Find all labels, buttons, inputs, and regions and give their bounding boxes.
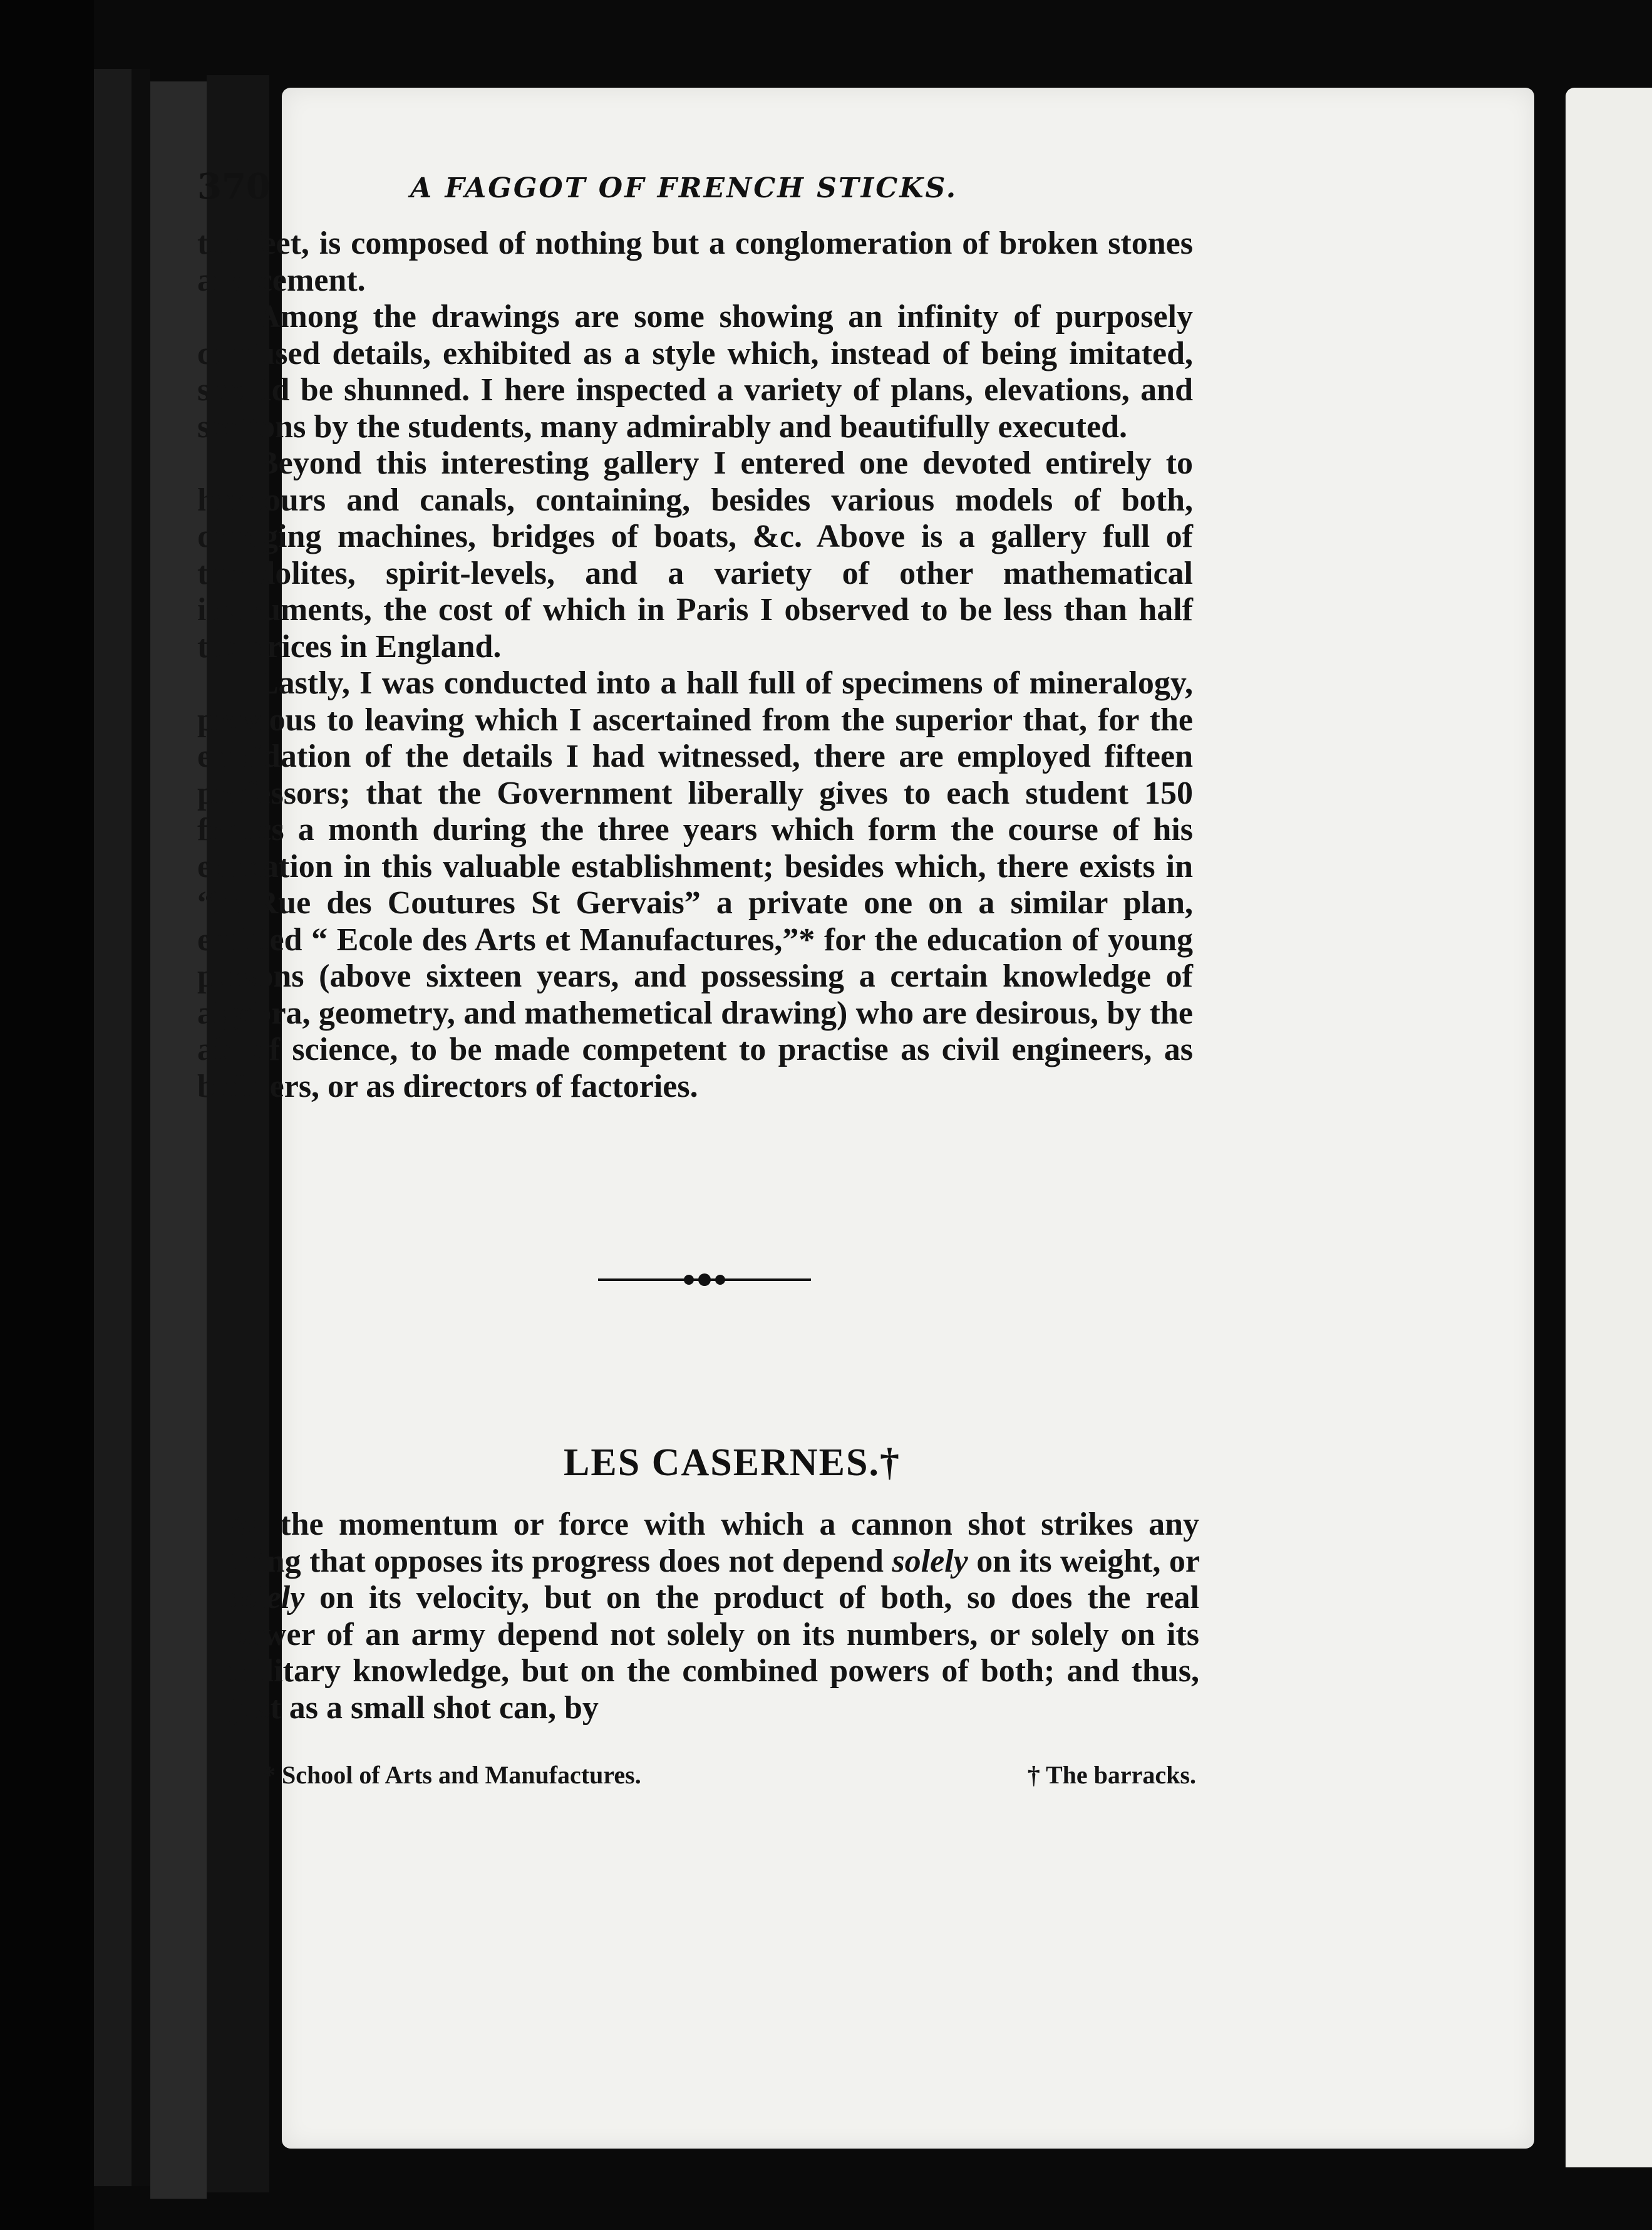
italic-text: solely	[229, 1580, 305, 1615]
book-edge	[94, 69, 132, 2186]
footnote-barracks: † The barracks.	[1027, 1761, 1196, 1789]
text-run: on its velocity, but on the product of both, so does the real power of an army depend not solely on its numbers, or solely on its military knowledge, but on the combined powers of both; and thus, just as a small shot can, by	[229, 1580, 1199, 1726]
scan-border	[0, 0, 94, 2230]
paragraph: ten feet, is composed of nothing but a conglomeration of broken stones and cement.	[197, 226, 1193, 298]
book-edge	[132, 69, 150, 2186]
page-header	[197, 166, 1174, 222]
section-title: LES CASERNES.†	[564, 1441, 901, 1484]
footnote-school: * School of Arts and Manufactures.	[263, 1761, 641, 1789]
page-number: 370	[197, 166, 271, 207]
paragraph: Among the drawings are some showing an infinity of purposely confused details, exhibited as a style which, instead of being imitated, should be shunned. I here inspected a variety of plans, elevations, and sections by the students, many admirably and beautifully executed.	[197, 299, 1193, 445]
paragraph: Lastly, I was conducted into a hall full of specimens of mineralogy, previous to leaving which I ascertained from the superior that, for the elucidation of the details I had witnessed, there are employed fifteen professors; that the Government liberally gives to each student 150 francs a month during the three years which form the course of his education in this valuable establishment; besides which, there exists in “la Rue des Coutures St Gervais” a private one on a similar plan, entitled “ Ecole des Arts et Manufactures,”* for the education of young persons (above sixteen years, and possessing a certain knowledge of algebra, geometry, and mathemetical drawing) who are desirous, by the aid of science, to be made competent to practise as civil engineers, as builders, or as directors of factories.	[197, 665, 1193, 1104]
italic-text: solely	[892, 1543, 968, 1579]
text-run: As the momentum or force with which a cannon shot strikes any thing that opposes its progress does not depend	[229, 1507, 1199, 1579]
running-head: A FAGGOT OF FRENCH STICKS.	[410, 172, 958, 204]
paragraph	[229, 1507, 1199, 1726]
facing-page-edge	[1566, 88, 1652, 2167]
section-text	[229, 1507, 1199, 1726]
text-run: on its weight, or	[968, 1543, 1199, 1579]
ornamental-rule	[598, 1273, 811, 1286]
body-text	[197, 226, 1193, 1105]
paragraph: Beyond this interesting gallery I entered one devoted entirely to harbours and canals, containing, besides various models of both, dredging machines, bridges of boats, &c. Above is a gallery full of theodolites, spirit-levels, and a variety of other mathematical instruments, the cost of which in Paris I observed to be less than half the prices in England.	[197, 445, 1193, 665]
footnotes	[263, 1760, 1196, 1804]
